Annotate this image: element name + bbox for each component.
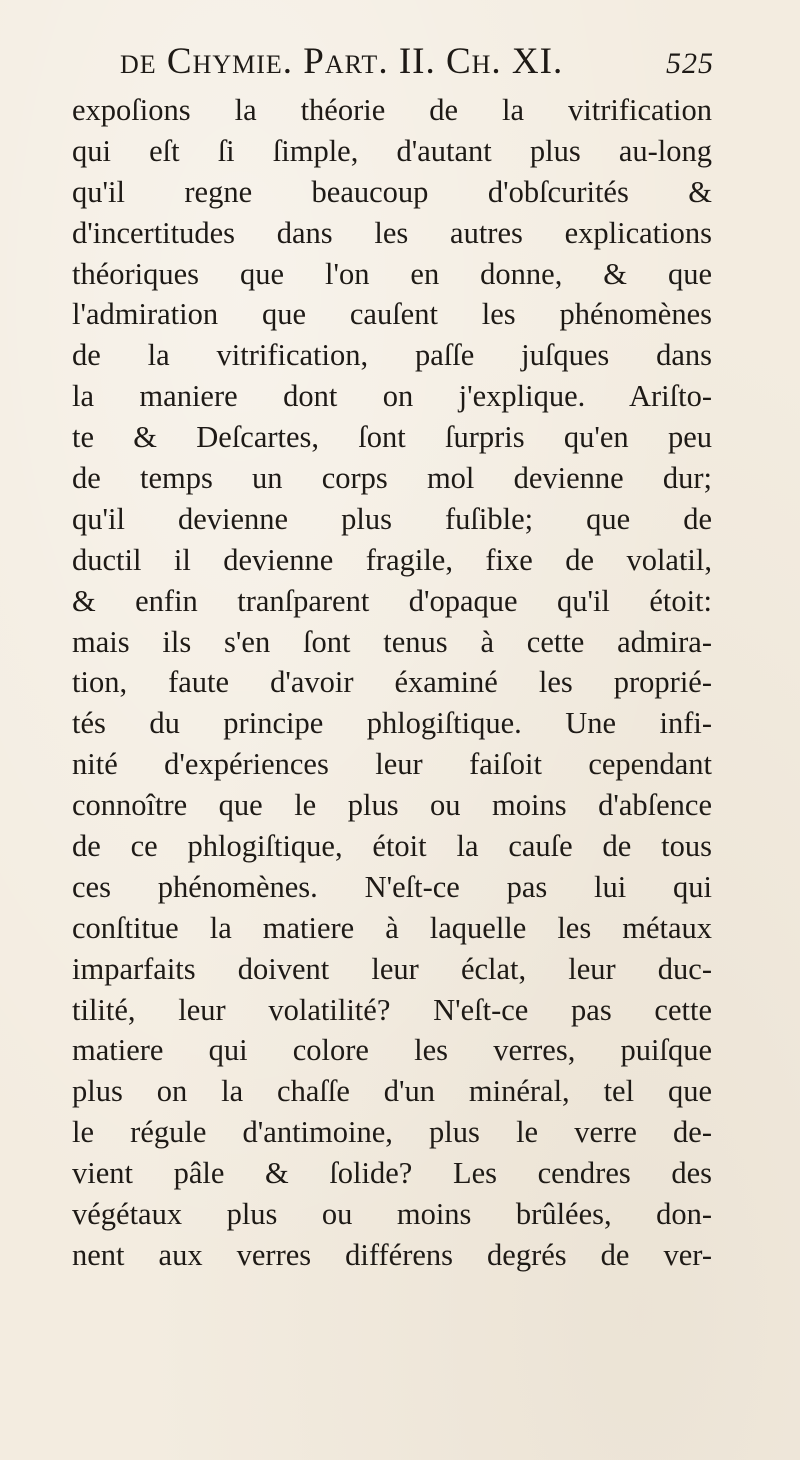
text-line: de ce phlogiſtique, étoit la cauſe de tous bbox=[72, 829, 712, 864]
text-line: qui eſt ſi ſimple, d'autant plus au-long bbox=[72, 133, 712, 168]
text-line: nité d'expériences leur faiſoit cependant bbox=[72, 747, 712, 782]
text-line: la maniere dont on j'explique. Ariſto- bbox=[72, 379, 712, 414]
body-text bbox=[72, 90, 712, 1276]
text-line: conſtitue la matiere à laquelle les métaux bbox=[72, 910, 712, 945]
text-line: tés du principe phlogiſtique. Une infi- bbox=[72, 706, 712, 741]
text-line: mais ils s'en ſont tenus à cette admira- bbox=[72, 624, 712, 659]
text-line: tion, faute d'avoir éxaminé les proprié- bbox=[72, 665, 712, 700]
text-line: te & Deſcartes, ſont ſurpris qu'en peu bbox=[72, 420, 712, 455]
text-line: tilité, leur volatilité? N'eſt-ce pas cette bbox=[72, 992, 712, 1027]
text-line: matiere qui colore les verres, puiſque bbox=[72, 1033, 712, 1068]
text-line: expoſions la théorie de la vitrification bbox=[72, 93, 712, 127]
text-line: théoriques que l'on en donne, & que bbox=[72, 256, 712, 291]
text-line: ductil il devienne fragile, fixe de volatil, bbox=[72, 542, 712, 577]
running-head bbox=[120, 40, 720, 88]
text-line: plus on la chaſſe d'un minéral, tel que bbox=[72, 1074, 712, 1109]
text-line: vient pâle & ſolide? Les cendres des bbox=[72, 1156, 712, 1191]
text-line: végétaux plus ou moins brûlées, don- bbox=[72, 1197, 712, 1232]
text-line: de la vitrification, paſſe juſques dans bbox=[72, 338, 712, 373]
text-line: imparfaits doivent leur éclat, leur duc- bbox=[72, 951, 712, 986]
running-head-title: de Chymie. Part. II. Ch. XI. bbox=[120, 41, 564, 82]
text-line: qu'il regne beaucoup d'obſcurités & bbox=[72, 174, 712, 209]
text-line: connoître que le plus ou moins d'abſence bbox=[72, 788, 712, 823]
text-line: d'incertitudes dans les autres explications bbox=[72, 215, 712, 250]
text-line: de temps un corps mol devienne dur; bbox=[72, 461, 712, 496]
text-line: nent aux verres différens degrés de ver- bbox=[72, 1237, 712, 1272]
text-line: ces phénomènes. N'eſt-ce pas lui qui bbox=[72, 869, 712, 904]
page-number: 525 bbox=[666, 47, 714, 80]
text-line: qu'il devienne plus fuſible; que de bbox=[72, 501, 712, 536]
text-line: l'admiration que cauſent les phénomènes bbox=[72, 297, 712, 332]
text-line: le régule d'antimoine, plus le verre de- bbox=[72, 1115, 712, 1150]
text-line: & enfin tranſparent d'opaque qu'il étoit: bbox=[72, 583, 712, 618]
